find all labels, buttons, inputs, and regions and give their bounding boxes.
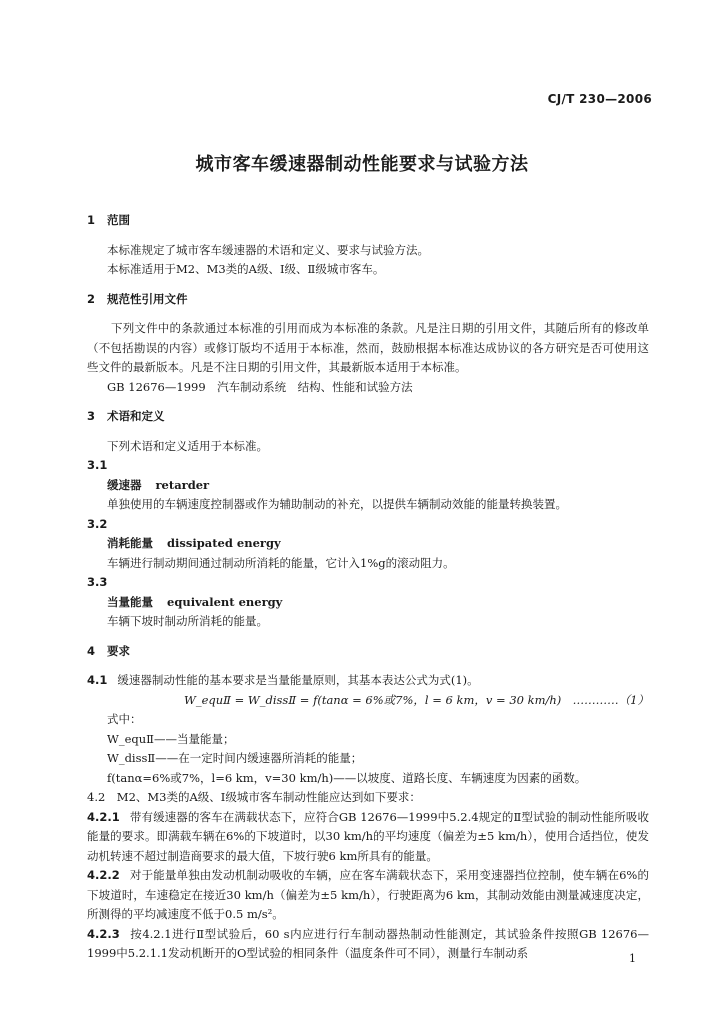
section-title: 规范性引用文件 [107,291,188,306]
term-number: 3.1 [87,458,108,472]
term-english: equivalent energy [167,594,283,609]
clause-4-2: 4.2 M2、M3类的A级、Ⅰ级城市客车制动性能应达到如下要求： [87,790,421,804]
clause-4-2-1 [87,808,649,867]
term-heading [87,476,649,496]
clause-text: 对于能量单独由发动机制动吸收的车辆，应在客车满载状态下，采用变速器挡位控制，使车辆在6%的下坡道时，车速稳定在接近30 km/h（偏差为±5 km/h），行驶距离为6 km，其制动效能由测量减速度决定，所测得的平均减速度不低于0.5 m/s²。 [87,868,649,921]
formula-def-diss: W_dissⅡ——在一定时间内缓速器所消耗的能量； [107,751,363,765]
clause-number: 4.2.3 [87,926,120,941]
term-heading [87,593,649,613]
section-number: 3 [87,409,96,423]
term-chinese: 消耗能量 [107,536,153,550]
term-english: retarder [155,477,210,492]
reference-gb12676: GB 12676—1999 汽车制动系统 结构、性能和试验方法 [107,379,413,394]
formula-def-equ: W_equⅡ——当量能量； [107,731,235,746]
term-definition: 车辆进行制动期间通过制动所消耗的能量，它计入1%g的滚动阻力。 [107,555,455,570]
scope-paragraph-1: 本标准规定了城市客车缓速器的术语和定义、要求与试验方法。 [107,242,429,257]
section-number: 4 [87,643,96,658]
clause-text: 按4.2.1进行Ⅱ型试验后，60 s内应进行行车制动器热制动性能测定，其试验条件按照GB 12676—1999中5.2.1.1发动机断开的O型试验的相同条件（温度条件可不同），测量行车制动系 [87,926,649,960]
term-definition: 单独使用的车辆速度控制器或作为辅助制动的补充，以提供车辆制动效能的能量转换装置。 [107,497,567,511]
equation-number: …………（1） [572,692,649,707]
scope-paragraph-2: 本标准适用于M2、M3类的A级、Ⅰ级、Ⅱ级城市客车。 [107,262,385,276]
term-heading [87,534,649,554]
term-english: dissipated energy [167,536,281,550]
terms-intro: 下列术语和定义适用于本标准。 [107,438,268,453]
clause-text: 缓速器制动性能的基本要求是当量能量原则，其基本表达公式为式(1)。 [117,673,479,687]
formula-def-f: f(tanα=6%或7%，l=6 km，v=30 km/h)——以坡度、道路长度、车辆速度为因素的函数。 [107,770,587,785]
page-number: 1 [629,952,636,965]
clause-number: 4.2.1 [87,809,120,824]
term-chinese: 缓速器 [107,477,142,492]
clause-text: 带有缓速器的客车在满载状态下，应符合GB 12676—1999中5.2.4规定的Ⅱ型试验的制动性能所吸收能量的要求。即满载车辆在6%的下坡道时，以30 km/h的平均速度（偏差为±5 km/h），使用合适挡位，使发动机转速不超过制造商要求的最大值，下坡行驶6 km所具有的能量。 [87,809,649,863]
clause-4-1 [87,671,649,691]
clause-number: 4.2.2 [87,868,120,882]
formula-1 [87,691,649,711]
section-number: 2 [87,291,96,306]
clause-number: 4.1 [87,673,108,687]
document-title: 城市客车缓速器制动性能要求与试验方法 [195,154,529,175]
section-4-heading [87,642,649,662]
clause-4-2-3 [87,925,649,964]
term-number: 3.3 [87,575,108,589]
formula-expression: W_equⅡ = W_dissⅡ = f(tanα = 6%或7%，l = 6 km，v = 30 km/h) [184,692,562,707]
term-definition: 车辆下坡时制动所消耗的能量。 [107,614,268,628]
section-2-heading [87,290,649,310]
section-number: 1 [87,213,96,227]
section-title: 范围 [107,213,130,227]
section-3-heading [87,407,649,427]
standard-code: CJ/T 230—2006 [547,92,652,106]
normative-references-paragraph: 下列文件中的条款通过本标准的引用而成为本标准的条款。凡是注日期的引用文件，其随后所有的修改单（不包括勘误的内容）或修订版均不适用于本标准，然而，鼓励根据本标准达成协议的各方研究是否可使用这些文件的最新版本。凡是不注日期的引用文件，其最新版本适用于本标准。 [87,321,649,374]
formula-where: 式中： [107,712,142,726]
clause-4-2-2 [87,866,649,925]
term-chinese: 当量能量 [107,594,153,609]
section-1-heading [87,211,649,231]
document-body [87,211,649,964]
section-title: 术语和定义 [107,409,165,423]
section-title: 要求 [107,643,130,658]
term-number: 3.2 [87,516,108,531]
